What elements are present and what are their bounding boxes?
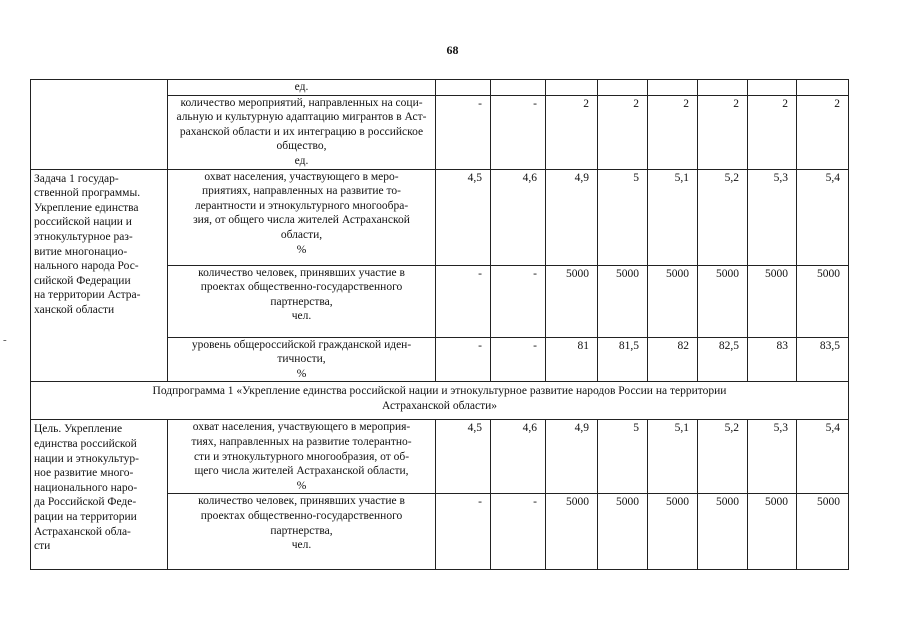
goal-line: нации и этнокультур- bbox=[34, 452, 139, 465]
indicator-line: чел. bbox=[291, 310, 312, 323]
value-cell: 2 bbox=[698, 95, 748, 169]
subprogram-line: Астраханской области» bbox=[381, 399, 498, 412]
value-cell: 5,3 bbox=[748, 420, 797, 494]
goal-line: Укрепление единства bbox=[34, 201, 139, 214]
goal-cell bbox=[31, 169, 168, 382]
goal-line: ное развитие много- bbox=[34, 467, 134, 480]
indicator-cell bbox=[168, 420, 436, 494]
goal-line: единства российской bbox=[34, 437, 137, 450]
value-cell: 5 bbox=[598, 420, 648, 494]
indicator-line: общество, bbox=[276, 140, 327, 153]
value-cell: 4,6 bbox=[491, 420, 546, 494]
value-cell: 82 bbox=[648, 337, 698, 382]
subprogram-heading bbox=[31, 382, 849, 420]
indicator-line: тиях, направленных на развитие толерантно- bbox=[191, 435, 412, 448]
indicator-cell bbox=[168, 337, 436, 382]
value-cell: 81 bbox=[546, 337, 598, 382]
value-cell: - bbox=[491, 265, 546, 337]
value-cell-empty bbox=[748, 80, 797, 96]
value-cell: 4,6 bbox=[491, 169, 546, 265]
indicator-cell bbox=[168, 80, 436, 96]
goal-line: нального народа Рос- bbox=[34, 260, 139, 273]
indicator-line: % bbox=[296, 243, 307, 256]
unit-line: ед. bbox=[294, 81, 309, 93]
value-cell: - bbox=[491, 95, 546, 169]
value-cell-empty bbox=[797, 80, 849, 96]
indicator-line: % bbox=[296, 367, 307, 380]
value-cell: 5000 bbox=[598, 494, 648, 570]
value-cell: 5,3 bbox=[748, 169, 797, 265]
indicator-line: ед. bbox=[294, 154, 309, 167]
indicator-line: % bbox=[296, 479, 307, 492]
goal-line: национального наро- bbox=[34, 481, 138, 494]
value-cell: - bbox=[436, 265, 491, 337]
table-row bbox=[31, 169, 849, 265]
value-cell: 5000 bbox=[546, 494, 598, 570]
indicator-line: количество мероприятий, направленных на соци- bbox=[180, 96, 423, 109]
value-cell: 4,9 bbox=[546, 169, 598, 265]
value-cell: 2 bbox=[598, 95, 648, 169]
indicator-cell bbox=[168, 169, 436, 265]
indicator-line: проектах общественно-государственного bbox=[200, 509, 403, 522]
indicator-line: чел. bbox=[291, 539, 312, 552]
value-cell: 5,4 bbox=[797, 420, 849, 494]
value-cell: 5,4 bbox=[797, 169, 849, 265]
value-cell: 4,5 bbox=[436, 420, 491, 494]
indicator-line: щего числа жителей Астраханской области, bbox=[194, 465, 409, 478]
goal-line: сти bbox=[34, 540, 51, 553]
indicator-line: зия, от общего числа жителей Астраханской bbox=[193, 214, 410, 227]
subprogram-line: Подпрограмма 1 «Укрепление единства российской нации и этнокультурное развитие народов России на территории bbox=[152, 385, 727, 398]
value-cell: 5000 bbox=[546, 265, 598, 337]
value-cell: 5000 bbox=[698, 494, 748, 570]
value-cell: 81,5 bbox=[598, 337, 648, 382]
indicators-table bbox=[30, 79, 849, 570]
value-cell: 2 bbox=[648, 95, 698, 169]
value-cell: 4,5 bbox=[436, 169, 491, 265]
value-cell-empty bbox=[598, 80, 648, 96]
value-cell: 2 bbox=[748, 95, 797, 169]
value-cell: 5,2 bbox=[698, 169, 748, 265]
value-cell: 2 bbox=[797, 95, 849, 169]
indicator-cell bbox=[168, 95, 436, 169]
indicator-cell bbox=[168, 494, 436, 570]
value-cell: 5000 bbox=[698, 265, 748, 337]
value-cell: 5000 bbox=[797, 265, 849, 337]
value-cell: 5,2 bbox=[698, 420, 748, 494]
value-cell: - bbox=[436, 337, 491, 382]
indicator-line: охват населения, участвующего в меро- bbox=[204, 170, 399, 183]
indicator-line: партнерства, bbox=[270, 524, 333, 537]
indicator-line: приятиях, направленных на развитие то- bbox=[202, 185, 401, 198]
table-row-header-fragment bbox=[31, 80, 849, 96]
indicator-line: уровень общероссийской гражданской иден- bbox=[191, 338, 412, 351]
value-cell: 5000 bbox=[648, 265, 698, 337]
value-cell-empty bbox=[491, 80, 546, 96]
table-body bbox=[31, 80, 849, 570]
stray-mark: - bbox=[3, 334, 7, 346]
goal-line: рации на территории bbox=[34, 510, 137, 523]
indicator-line: области, bbox=[280, 228, 323, 241]
indicator-line: лерантности и этнокультурного многообра- bbox=[194, 199, 409, 212]
goal-line: Астраханской обла- bbox=[34, 525, 131, 538]
value-cell: - bbox=[491, 337, 546, 382]
goal-line: да Российской Феде- bbox=[34, 496, 137, 509]
indicator-line: альную и культурную адаптацию мигрантов в Аст- bbox=[176, 111, 427, 124]
value-cell: - bbox=[491, 494, 546, 570]
value-cell-empty bbox=[648, 80, 698, 96]
goal-line: витие многонацио- bbox=[34, 245, 128, 258]
value-cell: - bbox=[436, 494, 491, 570]
indicator-line: тичности, bbox=[277, 353, 326, 366]
indicator-line: проектах общественно-государственного bbox=[200, 281, 403, 294]
value-cell: 5,1 bbox=[648, 169, 698, 265]
value-cell: 5 bbox=[598, 169, 648, 265]
value-cell: 5,1 bbox=[648, 420, 698, 494]
goal-cell bbox=[31, 420, 168, 570]
goal-line: Цель. Укрепление bbox=[34, 423, 123, 436]
goal-line: сийской Федерации bbox=[34, 274, 131, 287]
value-cell: 83 bbox=[748, 337, 797, 382]
indicator-line: охват населения, участвующего в мероприя- bbox=[192, 421, 411, 434]
indicator-line: раханской области и их интеграцию в российское bbox=[179, 125, 424, 138]
value-cell: 4,9 bbox=[546, 420, 598, 494]
value-cell: 5000 bbox=[598, 265, 648, 337]
value-cell: 5000 bbox=[748, 265, 797, 337]
value-cell: 5000 bbox=[748, 494, 797, 570]
value-cell-empty bbox=[436, 80, 491, 96]
goal-line: российской нации и bbox=[34, 216, 132, 229]
section-row bbox=[31, 382, 849, 420]
value-cell-empty bbox=[698, 80, 748, 96]
goal-line: Задача 1 государ- bbox=[34, 172, 119, 185]
value-cell: 82,5 bbox=[698, 337, 748, 382]
value-cell: - bbox=[436, 95, 491, 169]
goal-line: на территории Астра- bbox=[34, 289, 141, 302]
value-cell: 2 bbox=[546, 95, 598, 169]
indicator-line: сти и этнокультурного многообразия, от об- bbox=[193, 450, 410, 463]
value-cell: 83,5 bbox=[797, 337, 849, 382]
page-number: 68 bbox=[446, 43, 459, 57]
value-cell: 5000 bbox=[797, 494, 849, 570]
value-cell: 5000 bbox=[648, 494, 698, 570]
indicator-line: количество человек, принявших участие в bbox=[198, 266, 405, 279]
table-row bbox=[31, 420, 849, 494]
goal-cell-empty bbox=[31, 80, 168, 170]
value-cell-empty bbox=[546, 80, 598, 96]
goal-line: ханской области bbox=[34, 303, 115, 316]
indicator-cell bbox=[168, 265, 436, 337]
indicator-line: количество человек, принявших участие в bbox=[198, 495, 405, 508]
indicator-line: партнерства, bbox=[270, 295, 333, 308]
goal-line: ственной программы. bbox=[34, 187, 141, 200]
goal-line: этнокультурное раз- bbox=[34, 230, 133, 243]
